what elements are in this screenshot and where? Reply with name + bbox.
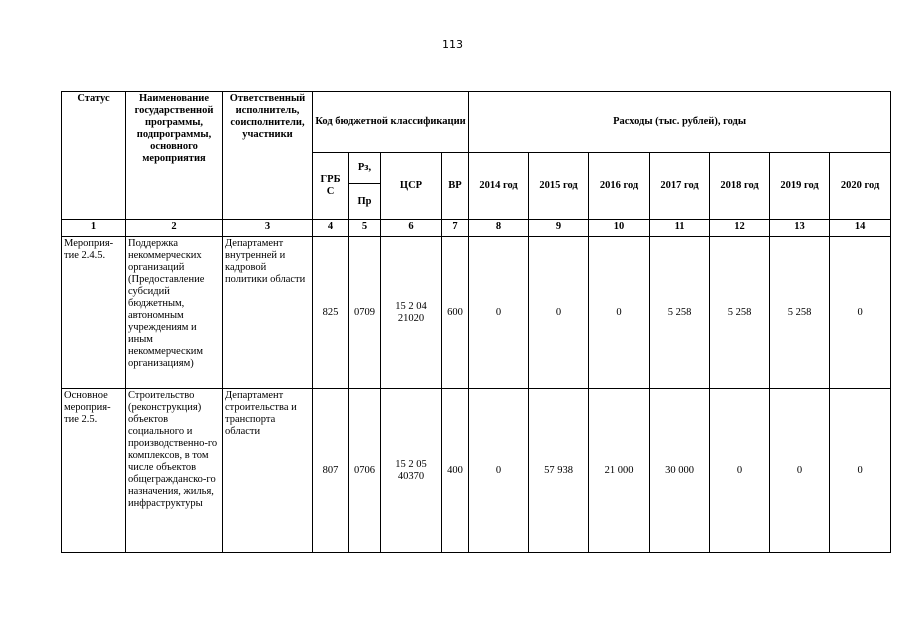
header-year-2020: 2020 год (830, 153, 891, 220)
row-value-2014: 0 (469, 389, 529, 553)
row-value-2017: 30 000 (650, 389, 710, 553)
row-vr: 600 (442, 237, 469, 389)
row-vr: 400 (442, 389, 469, 553)
row-csr-line2: 21020 (397, 312, 425, 324)
header-status: Статус (62, 92, 126, 220)
header-year-2019: 2019 год (770, 153, 830, 220)
column-number: 8 (469, 220, 529, 237)
row-csr-line1: 15 2 04 (395, 300, 427, 312)
row-status: Основное мероприя-тие 2.5. (62, 389, 126, 553)
header-vr: ВР (442, 153, 469, 220)
row-value-2018: 0 (710, 389, 770, 553)
row-rzpr: 0706 (349, 389, 381, 553)
row-value-2015: 0 (529, 237, 589, 389)
column-number: 12 (710, 220, 770, 237)
row-value-2017: 5 258 (650, 237, 710, 389)
row-grbs: 807 (313, 389, 349, 553)
row-value-2020: 0 (830, 237, 891, 389)
header-grbs (313, 153, 349, 220)
column-number: 4 (313, 220, 349, 237)
header-year-2018: 2018 год (710, 153, 770, 220)
header-name: Наименование государственной программы, подпрограммы, основного мероприятия (126, 92, 223, 220)
row-value-2020: 0 (830, 389, 891, 553)
column-number: 14 (830, 220, 891, 237)
row-csr-line2: 40370 (397, 470, 425, 482)
column-number: 7 (442, 220, 469, 237)
column-number: 5 (349, 220, 381, 237)
row-responsible: Департамент внутренней и кадровой политики области (223, 237, 313, 389)
row-value-2016: 0 (589, 237, 650, 389)
column-number: 2 (126, 220, 223, 237)
header-grbs-line1: ГРБ (320, 174, 341, 185)
table-row (62, 237, 891, 389)
row-status: Мероприя-тие 2.4.5. (62, 237, 126, 389)
row-value-2018: 5 258 (710, 237, 770, 389)
row-name: Поддержка некоммерческих организаций (Предоставление субсидий бюджетным, автономным учреждениям и иным некоммерческим организациям) (126, 237, 223, 389)
header-rz: Рз, (349, 153, 381, 184)
row-value-2016: 21 000 (589, 389, 650, 553)
row-value-2015: 57 938 (529, 389, 589, 553)
row-responsible: Департамент строительства и транспорта области (223, 389, 313, 553)
header-responsible: Ответственный исполнитель, соисполнители, участники (223, 92, 313, 220)
column-number: 10 (589, 220, 650, 237)
column-number: 11 (650, 220, 710, 237)
row-grbs: 825 (313, 237, 349, 389)
header-year-2015: 2015 год (529, 153, 589, 220)
column-number: 1 (62, 220, 126, 237)
page-number: 113 (442, 38, 463, 51)
column-number: 13 (770, 220, 830, 237)
table-row (62, 389, 891, 553)
header-year-2016: 2016 год (589, 153, 650, 220)
header-expenses: Расходы (тыс. рублей), годы (469, 92, 891, 153)
header-year-2017: 2017 год (650, 153, 710, 220)
row-csr-line1: 15 2 05 (395, 458, 427, 470)
header-year-2014: 2014 год (469, 153, 529, 220)
budget-table (61, 91, 891, 553)
row-name: Строительство (реконструкция) объектов социального и производственно-го комплексов, в том числе объектов общегражданско-го назначения, жилья, инфраструктуры (126, 389, 223, 553)
row-csr (381, 389, 442, 553)
column-number: 3 (223, 220, 313, 237)
row-value-2014: 0 (469, 237, 529, 389)
header-csr: ЦСР (381, 153, 442, 220)
column-number: 9 (529, 220, 589, 237)
row-value-2019: 0 (770, 389, 830, 553)
header-pr: Пр (349, 184, 381, 220)
column-number-row (62, 220, 891, 237)
header-budget-code: Код бюджетной классификации (313, 92, 469, 153)
row-csr (381, 237, 442, 389)
column-number: 6 (381, 220, 442, 237)
row-value-2019: 5 258 (770, 237, 830, 389)
header-grbs-line2: С (326, 186, 335, 197)
row-rzpr: 0709 (349, 237, 381, 389)
